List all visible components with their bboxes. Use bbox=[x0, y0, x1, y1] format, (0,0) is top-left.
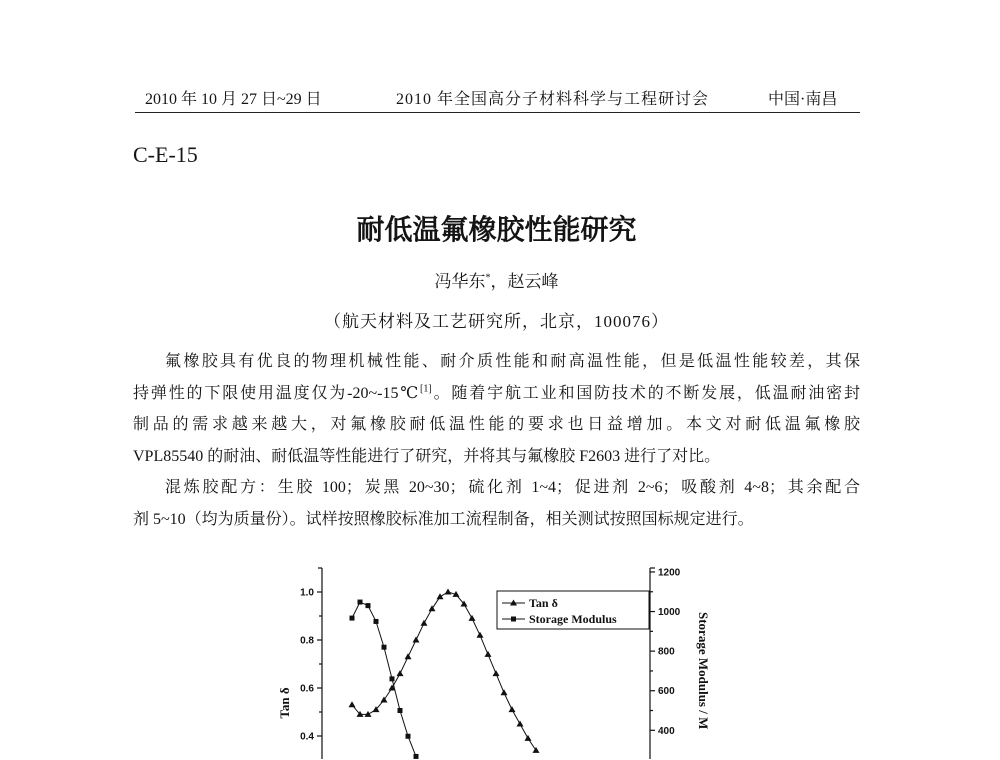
tan-delta-point bbox=[533, 747, 540, 753]
tan-delta-point bbox=[381, 697, 388, 703]
legend-square-marker bbox=[511, 617, 516, 622]
storage-modulus-point bbox=[414, 754, 419, 759]
right-axis-tick-label: 400 bbox=[658, 725, 675, 737]
storage-modulus-point bbox=[398, 708, 403, 713]
right-axis-title: Storage Modulus / M bbox=[696, 612, 711, 730]
right-axis-tick-label: 600 bbox=[658, 686, 675, 698]
right-axis-tick-label: 1000 bbox=[658, 607, 681, 619]
tan-delta-point bbox=[469, 615, 476, 621]
paper-code: C-E-15 bbox=[133, 142, 198, 167]
body-line: 制品的需求越来越大，对氟橡胶耐低温性能的要求也日益增加。本文对耐低温氟橡胶 bbox=[133, 416, 860, 433]
body-text: 持弹性的下限使用温度仅为-20~-15℃ bbox=[133, 384, 421, 402]
body-line: 剂 5~10（均为质量份）。试样按照橡胶标准加工流程制备，相关测试按照国标规定进行。 bbox=[133, 510, 754, 528]
left-axis-tick-label: 0.8 bbox=[300, 635, 314, 647]
author-first: 冯华东 bbox=[434, 272, 486, 291]
tan-delta-point bbox=[421, 620, 428, 626]
tan-delta-point bbox=[501, 689, 508, 695]
corresponding-author-mark: * bbox=[485, 272, 491, 284]
tan-delta-point bbox=[405, 653, 412, 659]
storage-modulus-series bbox=[350, 600, 419, 759]
body-line: VPL85540 的耐油、耐低温等性能进行了研究，并将其与氟橡胶 F2603 进行了对比。 bbox=[133, 447, 721, 465]
dma-chart bbox=[260, 560, 720, 760]
tan-delta-point bbox=[445, 589, 452, 595]
left-axis-title: Tan δ bbox=[277, 687, 292, 719]
chart-legend bbox=[497, 591, 649, 629]
citation-ref: [1] bbox=[420, 383, 432, 395]
tan-delta-point bbox=[437, 593, 444, 599]
left-axis-tick-label: 0.6 bbox=[300, 683, 314, 695]
header-conference: 2010 年全国高分子材料科学与工程研讨会 bbox=[396, 91, 710, 108]
tan-delta-point bbox=[485, 651, 492, 657]
header-date: 2010 年 10 月 27 日~29 日 bbox=[145, 91, 322, 108]
paper-authors bbox=[133, 271, 860, 293]
right-axis-tick-label: 800 bbox=[658, 646, 675, 658]
storage-modulus-point bbox=[406, 734, 411, 739]
tan-delta-point bbox=[349, 701, 356, 707]
storage-modulus-point bbox=[382, 645, 387, 650]
body-line: 混炼胶配方：生胶 100；炭黑 20~30；硫化剂 1~4；促进剂 2~6；吸酸剂 4~8；其余配合 bbox=[165, 479, 860, 496]
tan-delta-point bbox=[493, 670, 500, 676]
body-line bbox=[133, 378, 860, 410]
tan-delta-point bbox=[413, 637, 420, 643]
paper-title: 耐低温氟橡胶性能研究 bbox=[356, 215, 637, 246]
tan-delta-point bbox=[509, 706, 516, 712]
storage-modulus-point bbox=[350, 616, 355, 621]
storage-modulus-point bbox=[358, 600, 363, 605]
body-text: 。随着宇航工业和国防技术的不断发展，低温耐油密封 bbox=[431, 384, 860, 402]
storage-modulus-point bbox=[374, 619, 379, 624]
paper-affiliation: （航天材料及工艺研究所，北京，100076） bbox=[324, 312, 669, 331]
body-line: 氟橡胶具有优良的物理机械性能、耐介质性能和耐高温性能，但是低温性能较差，其保 bbox=[165, 353, 860, 370]
right-axis-tick-label: 1200 bbox=[658, 567, 681, 579]
header-location: 中国·南昌 bbox=[768, 91, 838, 108]
tan-delta-point bbox=[525, 735, 532, 741]
storage-modulus-point bbox=[366, 603, 371, 608]
storage-modulus-point bbox=[390, 676, 395, 681]
header-rule bbox=[135, 112, 860, 113]
tan-delta-point bbox=[477, 632, 484, 638]
tan-delta-point bbox=[397, 670, 404, 676]
tan-delta-point bbox=[517, 721, 524, 727]
left-axis-tick-label: 1.0 bbox=[300, 587, 314, 599]
left-axis-tick-label: 0.4 bbox=[300, 731, 314, 743]
author-rest: ，赵云峰 bbox=[490, 272, 559, 291]
legend-label: Tan δ bbox=[529, 596, 558, 610]
tan-delta-point bbox=[429, 605, 436, 611]
legend-label: Storage Modulus bbox=[529, 612, 617, 626]
storage-modulus-line bbox=[352, 602, 416, 756]
